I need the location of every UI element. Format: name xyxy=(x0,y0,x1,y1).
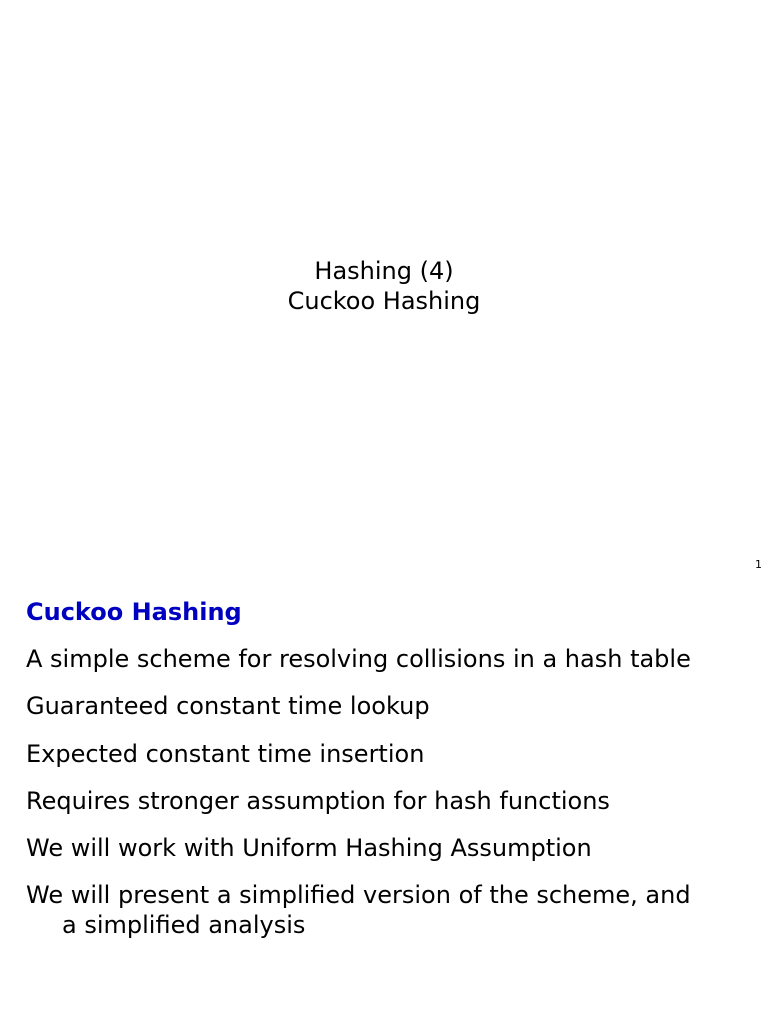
bullet-item: Requires stronger assumption for hash functions xyxy=(26,786,610,815)
bullet-line: We will present a simplified version of the scheme, and xyxy=(26,881,691,910)
title-line-main: Hashing (4) xyxy=(314,257,454,285)
bullet-line-continuation: a simplified analysis xyxy=(62,911,306,940)
slide-title: Cuckoo Hashing xyxy=(26,598,242,626)
page-number: 1 xyxy=(755,558,762,571)
title-line-subtitle: Cuckoo Hashing xyxy=(287,287,481,315)
bullet-item: Guaranteed constant time lookup xyxy=(26,692,430,721)
bullet-list xyxy=(26,644,756,958)
bullet-item: A simple scheme for resolving collisions in a hash table xyxy=(26,645,691,673)
bullet-item: Expected constant time insertion xyxy=(26,739,425,768)
bullet-item-multiline xyxy=(26,880,756,940)
bullet-item: We will work with Uniform Hashing Assumption xyxy=(26,834,592,863)
title-slide-heading xyxy=(0,256,768,316)
content-slide xyxy=(0,576,768,1024)
